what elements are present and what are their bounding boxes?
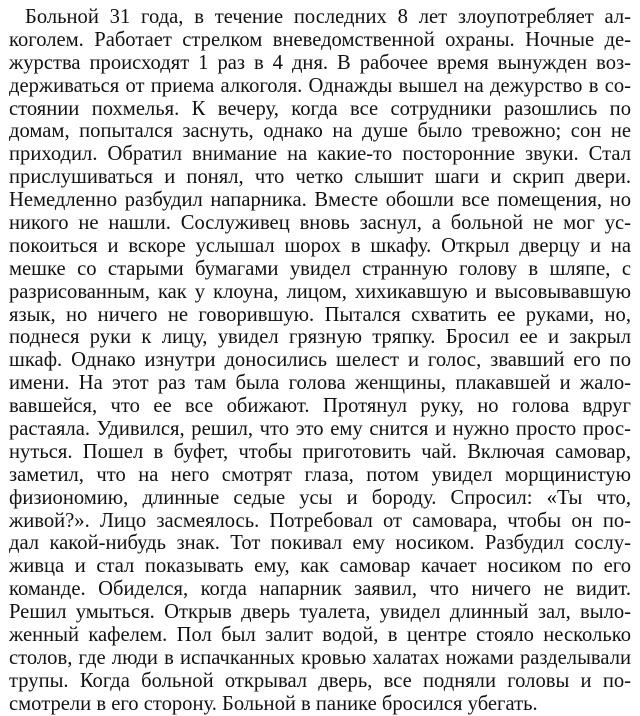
text-line: приходил. Обратил внимание на какие-то посторонние звуки. Стал: [9, 143, 631, 166]
text-line: женный кафелем. Пол был залит водой, в центре стояло несколько: [9, 624, 631, 647]
text-line: заметил, что на него смотрят глаза, потом увидел морщинистую: [9, 463, 631, 486]
text-line: домам, попытался заснуть, однако на душе было тревожно; сон не: [9, 120, 631, 143]
text-line: прислушиваться и понял, что четко слышит шаги и скрип двери.: [9, 166, 631, 189]
text-line: трупы. Когда больной открывал дверь, все подняли головы и по-: [9, 669, 631, 692]
document-page: [9, 6, 631, 715]
text-line: Немедленно разбудил напарника. Вместе обошли все помещения, но: [9, 189, 631, 212]
text-line: дал какой-нибудь знак. Тот покивал ему носиком. Разбудил сослу-: [9, 532, 631, 555]
text-line: Больной 31 года, в течение последних 8 лет злоупотребляет ал-: [25, 6, 631, 28]
text-line: смотрели в его сторону. Больной в панике бросился убегать.: [9, 692, 538, 715]
text-line: имени. На этот раз там была голова женщины, плакавшей и жало-: [9, 372, 631, 395]
text-line: разрисованным, как у клоуна, лицом, хихикавшую и высовывавшую: [9, 280, 631, 303]
text-line: живой?». Лицо засмеялось. Потребовал от самовара, чтобы он по-: [9, 509, 631, 532]
text-line: поднеся руки к лицу, увидел грязную тряпку. Бросил ее и закрыл: [9, 326, 631, 349]
text-line: физиономию, длинные седые усы и бороду. Спросил: «Ты что,: [9, 486, 631, 509]
text-line: покоиться и вскоре услышал шорох в шкафу. Открыл дверцу и на: [9, 234, 631, 257]
text-line: вавшейся, что ее все обижают. Протянул руку, но голова вдруг: [9, 395, 631, 418]
text-line: язык, но ничего не говорившую. Пытался схватить ее руками, но,: [9, 303, 631, 326]
text-line: журства происходят 1 раз в 4 дня. В рабочее время вынужден воз-: [9, 51, 631, 74]
text-line: никого не нашли. Сослуживец вновь заснул, а больной не мог ус-: [9, 212, 631, 235]
text-line: коголем. Работает стрелком вневедомственной охраны. Ночные де-: [9, 28, 631, 51]
text-line: нуться. Пошел в буфет, чтобы приготовить чай. Включая самовар,: [9, 440, 631, 463]
text-line: стоянии похмелья. К вечеру, когда все сотрудники разошлись по: [9, 97, 631, 120]
text-line: шкаф. Однако изнутри доносились шелест и голос, звавший его по: [9, 349, 631, 372]
text-line: живца и стал показывать ему, как самовар качает носиком по его: [9, 555, 631, 578]
text-line: Решил умыться. Открыв дверь туалета, увидел длинный зал, выло-: [9, 601, 631, 624]
text-line: команде. Обиделся, когда напарник заявил, что ничего не видит.: [9, 578, 631, 601]
text-line: столов, где люди в испачканных кровью халатах ножами разделывали: [9, 646, 631, 669]
text-line: держиваться от приема алкоголя. Однажды вышел на дежурство в со-: [9, 74, 631, 97]
text-line: растаяла. Удивился, решил, что это ему снится и нужно просто прос-: [9, 418, 631, 441]
text-line: мешке со старыми бумагами увидел странную голову в шляпе, с: [9, 257, 631, 280]
